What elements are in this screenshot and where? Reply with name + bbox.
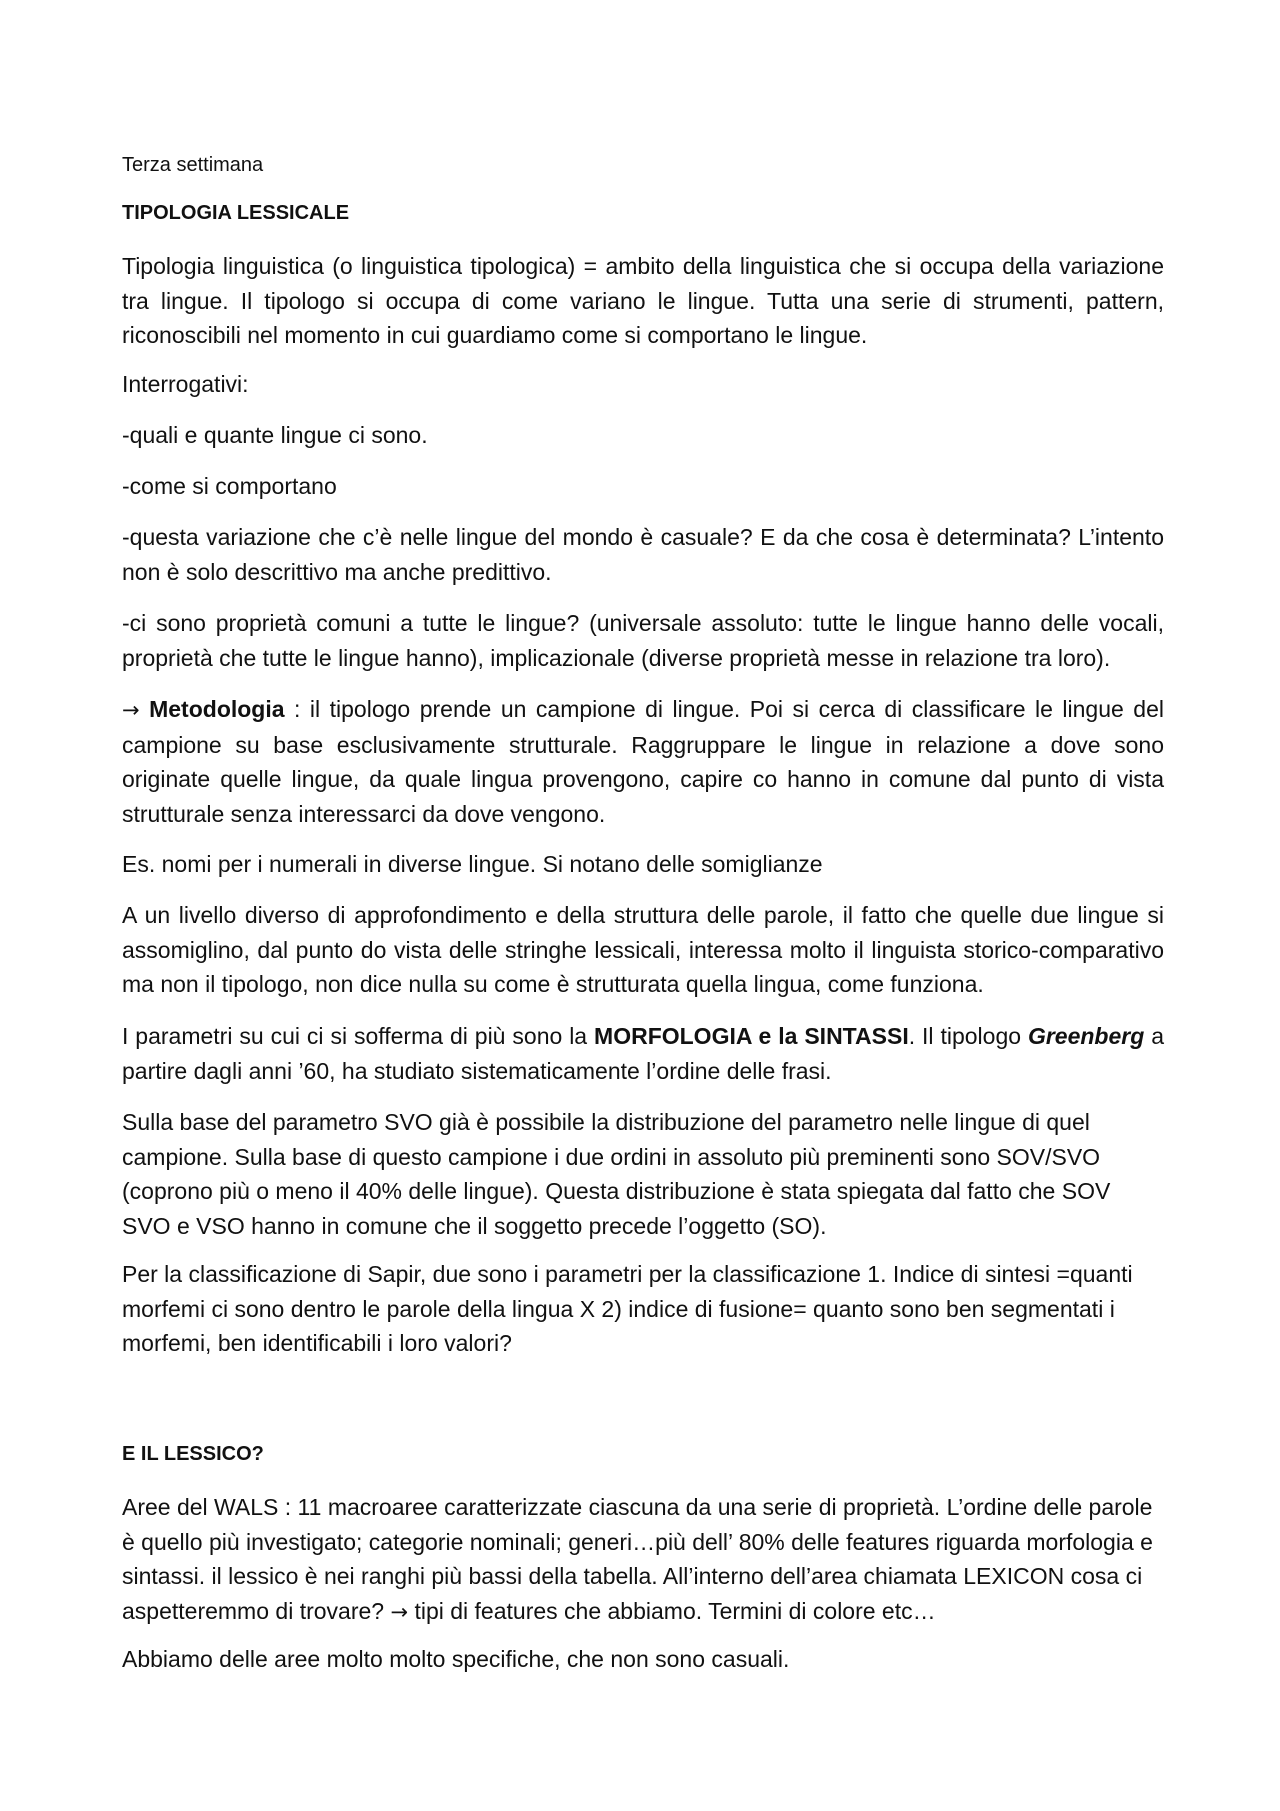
parameters-text-b: . Il tipologo (908, 1023, 1028, 1049)
parameters-text-c: a partire dagli anni ’60, ha studiato sistematicamente l’ordine delle frasi. (122, 1023, 1164, 1084)
heading-tipologia-lessicale: TIPOLOGIA LESSICALE (122, 202, 350, 224)
question-3: -questa variazione che c’è nelle lingue del mondo è casuale? E da che cosa è determinata? L’intento non è solo descrittivo ma anche predittivo. (122, 524, 1164, 585)
week-label: Terza settimana (122, 154, 264, 176)
paragraph-example: Es. nomi per i numerali in diverse lingue. Si notano delle somiglianze (122, 851, 823, 877)
paragraph-comparative: A un livello diverso di approfondimento e della struttura delle parole, il fatto che quelle due lingue si assomiglino, dal punto do vista delle stringhe lessicali, interessa molto il linguista storico-comparativo ma non il tipologo, non dice nulla su come è strutturata quella lingua, come funziona. (122, 902, 1164, 997)
parameters-bold: MORFOLOGIA e la SINTASSI (594, 1023, 909, 1049)
heading-e-il-lessico: E IL LESSICO? (122, 1443, 264, 1465)
paragraph-svo: Sulla base del parametro SVO già è possibile la distribuzione del parametro nelle lingue di quel campione. Sulla base di questo campione i due ordini in assoluto più preminenti sono SOV/SVO (coprono più o meno il 40% delle lingue). Questa distribuzione è stata spiegata dal fatto che SOV SVO e VSO hanno in comune che il soggetto precede l’oggetto (SO). (122, 1109, 1111, 1239)
paragraph-wals (122, 1490, 1164, 1629)
right-arrow-icon: → (122, 698, 140, 722)
question-2: -come si comportano (122, 473, 337, 499)
paragraph-sapir: Per la classificazione di Sapir, due sono i parametri per la classificazione 1. Indice di sintesi =quanti morfemi ci sono dentro le parole della lingua X 2) indice di fusione= quanto sono ben segmentati i morfemi, ben identificabili i loro valori? (122, 1261, 1133, 1356)
parameters-text-a: I parametri su cui ci si sofferma di più sono la (122, 1023, 595, 1049)
questions-label: Interrogativi: (122, 371, 249, 397)
question-1: -quali e quante lingue ci sono. (122, 422, 428, 448)
wals-text-b: tipi di features che abbiamo. Termini di colore etc… (408, 1597, 936, 1624)
question-4: -ci sono proprietà comuni a tutte le lingue? (universale assoluto: tutte le lingue hanno delle vocali, proprietà che tutte le lingue hanno), implicazionale (diverse proprietà messe in relazione tra loro). (122, 610, 1164, 671)
paragraph-final: Abbiamo delle aree molto molto specifiche, che non sono casuali. (122, 1646, 790, 1672)
paragraph-intro: Tipologia linguistica (o linguistica tipologica) = ambito della linguistica che si occupa della variazione tra lingue. Il tipologo si occupa di come variano le lingue. Tutta una serie di strumenti, pattern, riconoscibili nel momento in cui guardiamo come si comportano le lingue. (122, 253, 1164, 348)
methodology-text: : il tipologo prende un campione di lingue. Poi si cerca di classificare le lingue del campione su base esclusivamente strutturale. Raggruppare le lingue in relazione a dove sono originate quelle lingue, da quale lingua provengono, capire co hanno in comune dal punto di vista strutturale senza interessarci da dove vengono. (122, 696, 1164, 827)
wals-text-a: Aree del WALS : 11 macroaree caratterizzate ciascuna da una serie di proprietà. L’ordine delle parole è quello più investigato; categorie nominali; generi…più dell’ 80% delle features riguarda morfologia e sintassi. il lessico è nei ranghi più bassi della tabella. All’interno dell’area chiamata LEXICON cosa ci aspetteremmo di trovare? (122, 1494, 1153, 1624)
paragraph-methodology (122, 692, 1164, 831)
greenberg-name: Greenberg (1027, 1023, 1145, 1049)
paragraph-parameters (122, 1019, 1164, 1088)
methodology-label: Metodologia (149, 696, 285, 722)
right-arrow-icon: → (390, 1599, 409, 1624)
